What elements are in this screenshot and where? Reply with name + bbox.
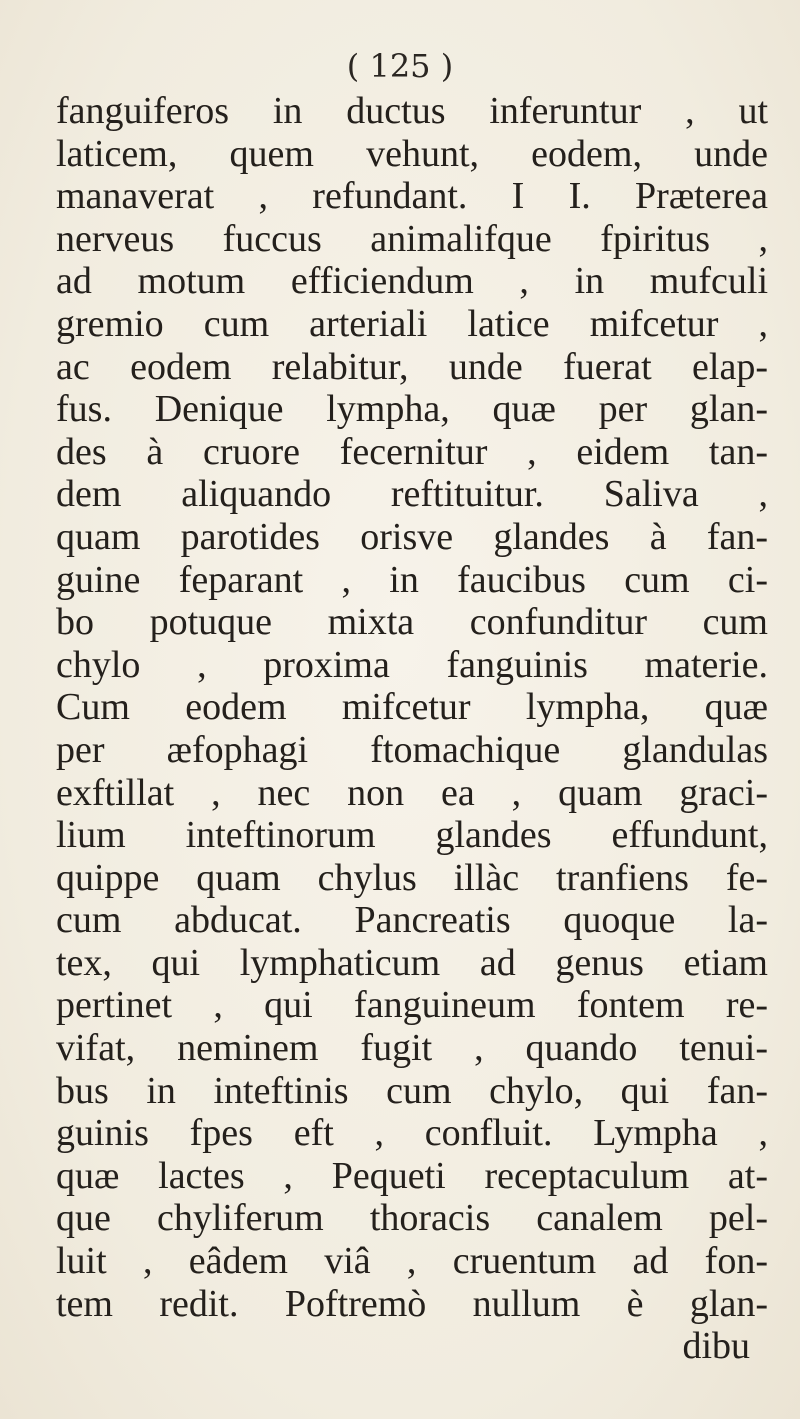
text-line: quæ lactes , Pequeti receptaculum at- xyxy=(56,1154,768,1197)
catchword: dibu xyxy=(682,1325,750,1368)
text-line: lium inteftinorum glandes effundunt, xyxy=(56,814,768,857)
text-line: vifat, neminem fugit , quando tenui- xyxy=(56,1027,768,1070)
text-line: quippe quam chylus illàc tranfiens fe- xyxy=(56,856,768,899)
text-line: bo potuque mixta confunditur cum xyxy=(56,601,768,644)
text-line: ac eodem relabitur, unde fuerat elap- xyxy=(56,345,768,388)
text-line: guine feparant , in faucibus cum ci- xyxy=(56,558,768,601)
text-line: des à cruore fecernitur , eidem tan- xyxy=(56,430,768,473)
text-line: fanguiferos in ductus inferuntur , ut xyxy=(56,90,768,132)
text-line: fus. Denique lympha, quæ per glan- xyxy=(56,388,768,431)
text-line: exftillat , nec non ea , quam graci- xyxy=(56,771,768,814)
text-line: dem aliquando reftituitur. Saliva , xyxy=(56,473,768,516)
text-line: nerveus fuccus animalifque fpiritus , xyxy=(56,217,768,260)
text-line: que chyliferum thoracis canalem pel- xyxy=(56,1197,768,1240)
text-line: manaverat , refundant. I I. Præterea xyxy=(56,175,768,218)
text-line: cum abducat. Pancreatis quoque la- xyxy=(56,899,768,942)
text-line: tem redit. Poftremò nullum è glan- xyxy=(56,1282,768,1325)
body-text xyxy=(56,90,768,1368)
text-line: chylo , proxima fanguinis materie. xyxy=(56,643,768,686)
text-line: luit , eâdem viâ , cruentum ad fon- xyxy=(56,1240,768,1283)
text-line: laticem, quem vehunt, eodem, unde xyxy=(56,132,768,175)
text-line: gremio cum arteriali latice mifcetur , xyxy=(56,302,768,345)
text-line: ad motum efficiendum , in mufculi xyxy=(56,260,768,303)
text-line: quam parotides orisve glandes à fan- xyxy=(56,515,768,558)
text-line: guinis fpes eft , confluit. Lympha , xyxy=(56,1112,768,1155)
text-line: tex, qui lymphaticum ad genus etiam xyxy=(56,941,768,984)
text-line: per æfophagi ftomachique glandulas xyxy=(56,728,768,771)
text-line: Cum eodem mifcetur lympha, quæ xyxy=(56,686,768,729)
page-number: ( 125 ) xyxy=(346,47,454,85)
text-line: pertinet , qui fanguineum fontem re- xyxy=(56,984,768,1027)
text-line: bus in inteftinis cum chylo, qui fan- xyxy=(56,1069,768,1112)
